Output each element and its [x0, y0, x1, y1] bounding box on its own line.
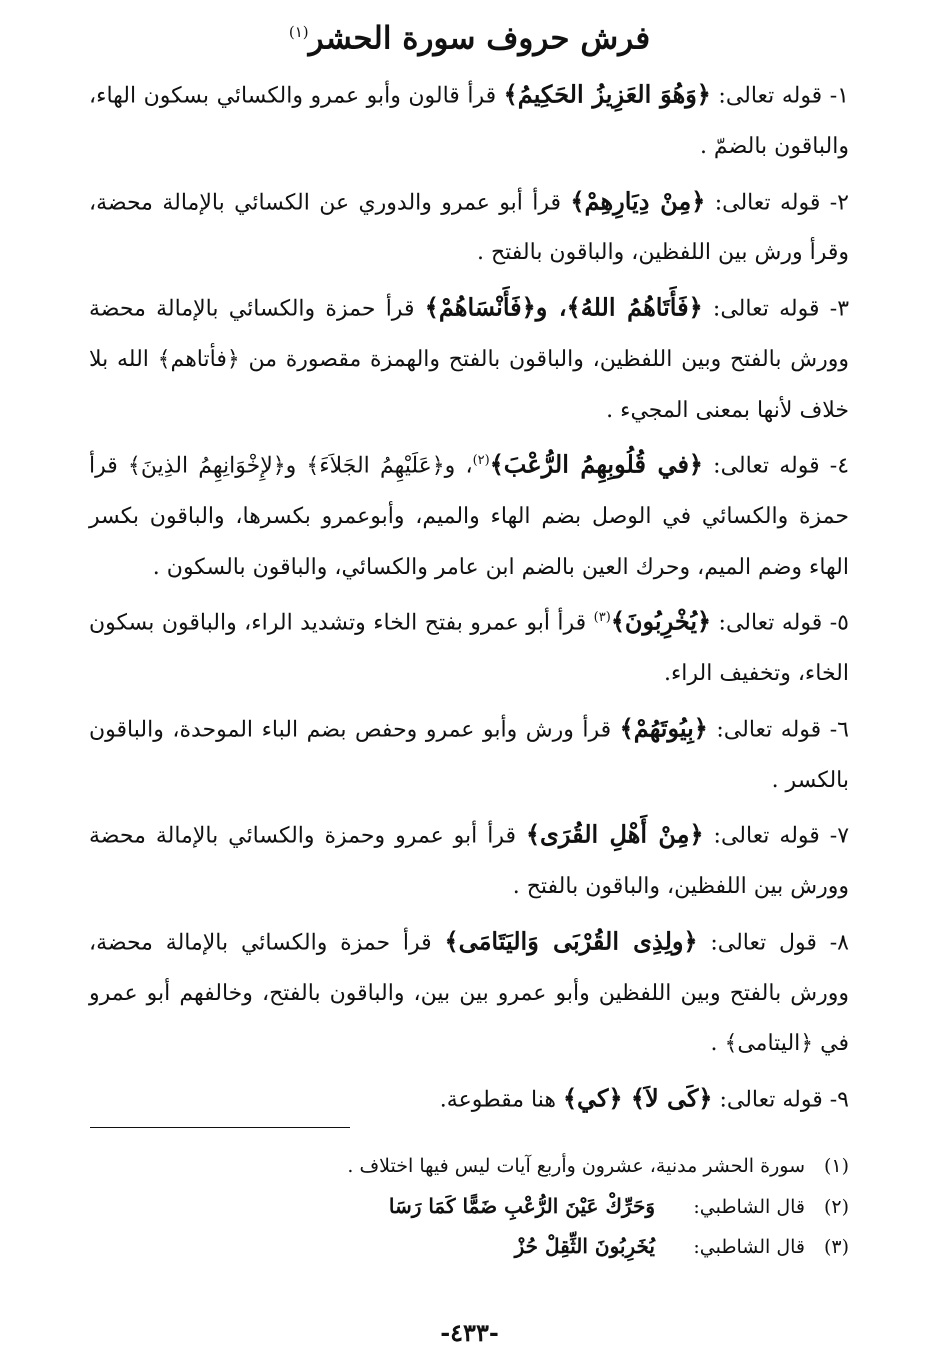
page-number: -٤٣٣-: [440, 1318, 499, 1347]
paragraph-intro: ٥- قوله تعالى:: [711, 610, 849, 636]
quran-quote: ﴿في قُلُوبِهِمُ الرُّعْبَ﴾: [489, 449, 703, 479]
quran-quote: ﴿بِيُوتَهُمْ﴾: [619, 713, 708, 743]
title-footnote-ref: (١): [288, 23, 309, 41]
quran-quote: ﴿وَهُوَ العَزِيزُ الحَكِيمُ﴾: [503, 79, 711, 109]
quran-quote: ﴿ولِذِى القُرْبَى وَاليَتَامَى﴾: [444, 926, 698, 956]
footnote-3: [89, 1226, 849, 1266]
quran-quote: ﴿كَى لاَ﴾ ﴿كي﴾: [562, 1083, 713, 1113]
paragraph-text: قرأ أبو عمرو بفتح الخاء وتشديد الراء، والباقون بسكون الخاء، وتخفيف الراء.: [89, 610, 849, 687]
content-body: [89, 66, 849, 1126]
paragraph-6: [89, 700, 849, 807]
footnote-ref: (٢): [472, 453, 490, 469]
footnote-text: سورة الحشر مدنية، عشرون وأربع آيات ليس فيها اختلاف .: [347, 1155, 805, 1177]
quran-quote: ﴿مِنْ أَهْلِ القُرَى﴾: [525, 819, 704, 849]
paragraph-intro: ٣- قوله تعالى:: [702, 296, 850, 322]
paragraph-intro: ٧- قوله تعالى:: [703, 823, 850, 849]
paragraph-text: قرأ أبو عمرو والدوري عن الكسائي بالإمالة محضة، وقرأ ورش بين اللفظين، والباقون بالفتح .: [89, 189, 849, 266]
footnote-number: (٢): [823, 1196, 849, 1218]
footnote-verse: وَحَرِّكْ عَيْنَ الرُّعْبِ ضَمًّا كَمَا رَسَا: [388, 1194, 655, 1218]
footnote-number: (١): [823, 1155, 849, 1177]
paragraph-7: [89, 806, 849, 913]
paragraph-9: [89, 1070, 849, 1126]
paragraph-4: [89, 436, 849, 593]
footnote-ref: (٣): [593, 610, 611, 626]
paragraph-text: ، و﴿عَلَيْهِمُ الجَلاَءَ﴾ و﴿لإِخْوَانِهِمُ الذِينَ﴾ قرأ حمزة والكسائي في الوصل بضم الهاء والميم، وأبوعمرو بكسرها، والباقون بكسر الهاء وضم الميم، وحرك العين بالضم ابن عامر والكسائي، والباقون بالسكون .: [89, 453, 849, 580]
paragraph-intro: ٩- قوله تعالى:: [712, 1087, 849, 1113]
page-title: [0, 10, 939, 60]
footnote-verse: يُخَرِبُونَ الثِّقِلْ حُزْ: [514, 1234, 655, 1258]
quran-quote: ﴿مِنْ دِيَارِهِمْ﴾: [570, 185, 706, 215]
paragraph-5: [89, 593, 849, 700]
footnotes: [89, 1146, 849, 1266]
paragraph-text: هنا مقطوعة.: [439, 1087, 563, 1113]
footnote-text: قال الشاطبي:: [693, 1236, 805, 1258]
quran-quote: ﴿يُخْرِبُونَ﴾: [610, 606, 712, 636]
footnote-1: [89, 1146, 849, 1186]
quran-quote: ﴿فَأَتَاهُمُ اللهُ﴾، و﴿فَأَنْسَاهُمْ﴾: [424, 292, 703, 322]
paragraph-intro: ٦- قوله تعالى:: [707, 717, 849, 743]
paragraph-text: قرأ أبو عمرو وحمزة والكسائي بالإمالة محضة وورش بين اللفظين، والباقون بالفتح .: [89, 823, 849, 900]
footnote-2: [89, 1186, 849, 1226]
paragraph-text: قرأ حمزة والكسائي بالإمالة محضة وورش بالفتح وبين اللفظين، والباقون بالفتح والهمزة مقصورة من ﴿فأتاهم﴾ الله بلا خلاف لأنها بمعنى المجيء .: [89, 296, 849, 423]
paragraph-8: [89, 913, 849, 1070]
paragraph-text: قرأ قالون وأبو عمرو والكسائي بسكون الهاء، والباقون بالضمّ .: [89, 83, 849, 159]
footnote-number: (٣): [823, 1236, 849, 1258]
paragraph-intro: ٨- قول تعالى:: [697, 930, 849, 956]
paragraph-1: [89, 66, 849, 173]
paragraph-2: [89, 173, 849, 280]
paragraph-text: قرأ ورش وأبو عمرو وحفص بضم الباء الموحدة، والباقون بالكسر .: [89, 717, 849, 793]
paragraph-intro: ٤- قوله تعالى:: [703, 453, 850, 479]
paragraph-intro: ١- قوله تعالى:: [710, 83, 849, 109]
paragraph-text: قرأ حمزة والكسائي بالإمالة محضة، وورش بالفتح وبين اللفظين وأبو عمرو بين بين، والباقون بالفتح، وخالفهم أبو عمرو في ﴿اليتامى﴾ .: [89, 930, 849, 1057]
paragraph-3: [89, 279, 849, 436]
title-text: فرش حروف سورة الحشر: [308, 20, 651, 57]
paragraph-intro: ٢- قوله تعالى:: [705, 189, 849, 215]
footnote-divider: [90, 1127, 350, 1128]
footnote-text: قال الشاطبي:: [693, 1196, 805, 1218]
